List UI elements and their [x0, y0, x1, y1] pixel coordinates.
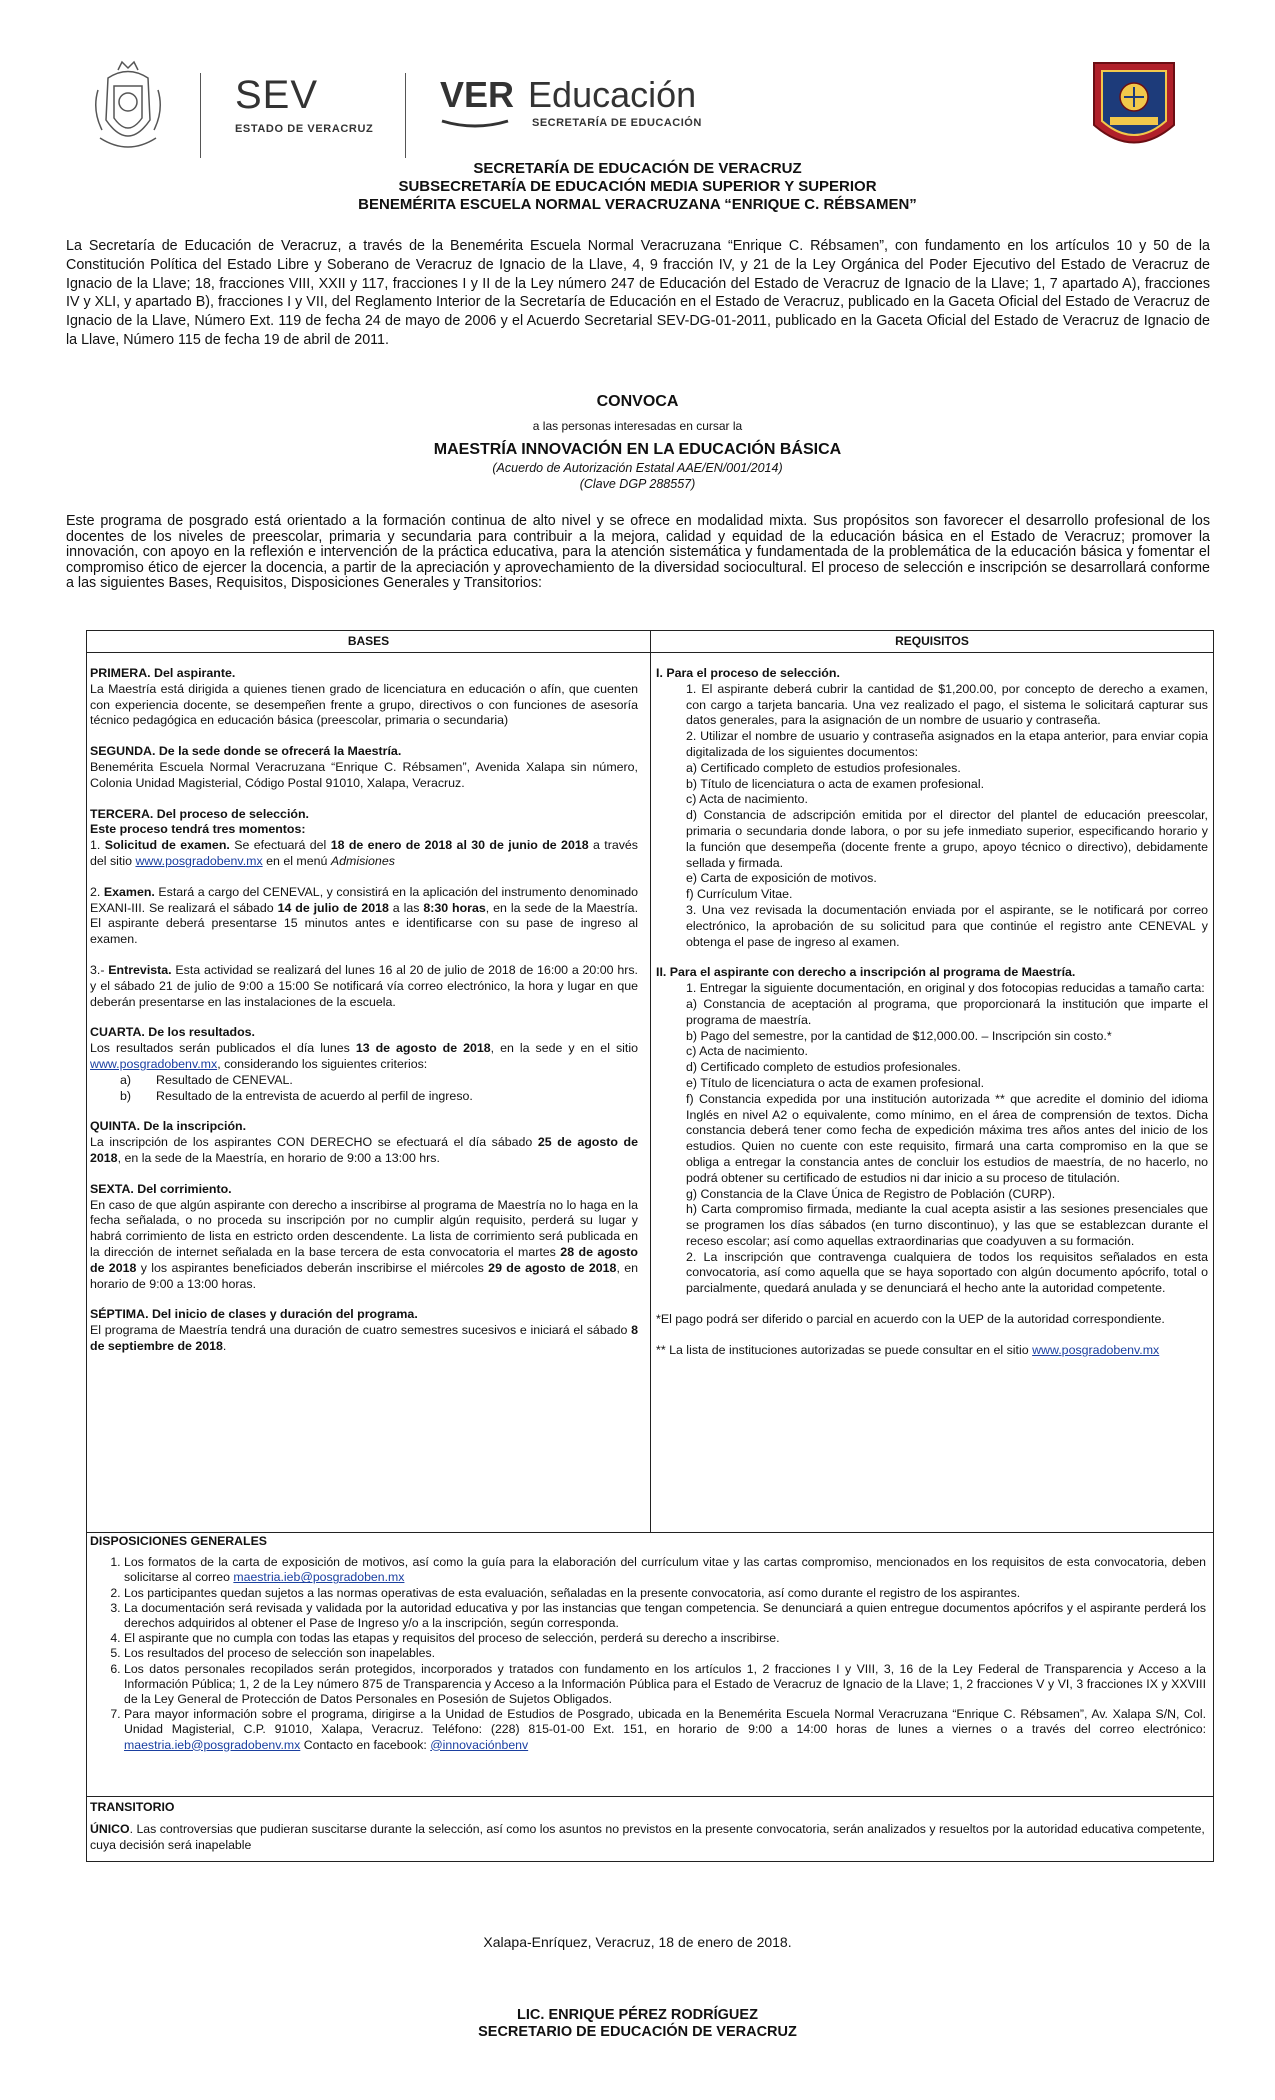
clave-text: (Clave DGP 288557): [579, 477, 696, 491]
document-item: d) Certificado completo de estudios profesionales.: [686, 1060, 961, 1075]
intro-paragraph: La Secretaría de Educación de Veracruz, a través de la Benemérita Escuela Normal Veracruzana “Enrique C. Rébsamen”, con fundamento en los artículos 10 y 50 de la Constitución Política del Estado Libre y Soberano de Veracruz de Ignacio de la Llave, 4, 9 fracción IV, y 21 de la Ley Orgánica del Poder Ejecutivo del Estado de Veracruz de Ignacio de la Llave; 18, fracciones VIII, XXII y 117, fracciones I y II de la Ley número 247 de Educación del Estado de Veracruz de Ignacio de la Llave; 1, 7 apartado A), fracciones IV y XLI, y apartado B), fracciones I y VII, del Reglamento Interior de la Secretaría de Educación en el Estado de Veracruz, publicado en la Gaceta Oficial del Estado de Veracruz de Ignacio de la Llave, Número Ext. 119 de fecha 24 de mayo de 2006 y el Acuerdo Secretarial SEV-DG-01-2011, publicado en la Gaceta Oficial del Estado de Veracruz de Ignacio de la Llave, Número 115 de fecha 19 de abril de 2011.: [66, 238, 1210, 348]
document-item: h) Carta compromiso firmada, mediante la cual acepta asistir a las sesiones presenciales que se programen los días sábados (en turno discontinuo), y las que se establezcan durante el receso escolar; así como aquellas extraordinarias que coadyuven a su formación.: [686, 1202, 1208, 1248]
septima-heading: SÉPTIMA. Del inicio de clases y duración del programa.: [90, 1307, 418, 1322]
tercera-heading: TERCERA. Del proceso de selección.: [90, 806, 309, 821]
program-title: MAESTRÍA INNOVACIÓN EN LA EDUCACIÓN BÁSICA: [433, 441, 842, 458]
quinta-heading: QUINTA. De la inscripción.: [90, 1119, 247, 1134]
document-item: a) Constancia de aceptación al programa, que proporcionará la institución que imparte el programa de maestría.: [686, 996, 1208, 1027]
facebook-link[interactable]: @innovaciónbenv: [430, 1737, 529, 1752]
disposiciones-section: [90, 1534, 1206, 1753]
ver-logo-bold: VER: [440, 74, 515, 115]
document-item: c) Acta de nacimiento.: [686, 792, 808, 807]
transitorio-section: [90, 1799, 1206, 1853]
requisito-item: 1. El aspirante deberá cubrir la cantidad de $1,200.00, por concepto de derecho a examen, con cargo a tarjeta bancaria. Una vez realizado el pago, el sistema le solicitará capturar sus datos generales, para la asignación de un nombre de usuario y contraseña.: [686, 681, 1208, 728]
requisito-item: 2. La inscripción que contravenga cualquiera de todos los requisitos señalados en esta convocatoria, así como aquella que se haya soportado con algún documento apócrifo, total o parcialmente, quedará anulada y se denunciará el hecho ante la autoridad competente.: [686, 1249, 1208, 1296]
logo-separator: [405, 73, 406, 158]
signer-name: LIC. ENRIQUE PÉREZ RODRÍGUEZ: [517, 2007, 758, 2023]
segunda-text: Benemérita Escuela Normal Veracruzana “Enrique C. Rébsamen”, Avenida Xalapa sin número, Colonia Unidad Magisterial, Código Postal 91010, Xalapa, Veracruz.: [90, 759, 638, 790]
sev-logo-subtext: ESTADO DE VERACRUZ: [235, 123, 374, 135]
signature-block: [0, 2007, 1275, 2041]
signer-title: SECRETARIO DE EDUCACIÓN DE VERACRUZ: [478, 2024, 797, 2040]
swoosh-icon: [440, 117, 510, 129]
disposicion-item: 5. Los resultados del proceso de selección son inapelables.: [124, 1646, 1206, 1661]
criterio-a: a) Resultado de CENEVAL.: [120, 1072, 293, 1087]
document-item: f) Constancia expedida por una institución autorizada ** que acredite el dominio del idioma Inglés en nivel A2 o equivalente, como mínimo, en el área de comprensión de textos. Dicha constancia deberá tener como fecha de expedición máxima tres años antes del inicio de los estudios. Quien no cuente con este requisito, firmará una carta compromiso en la que se obliga a entregar la constancia antes de concluir los estudios de maestría, de no hacerlo, no podrá obtener su certificado de estudios ni dar inicio a su proceso de titulación.: [686, 1091, 1208, 1185]
document-item: c) Acta de nacimiento.: [686, 1044, 808, 1059]
document-item: b) Título de licenciatura o acta de examen profesional.: [686, 776, 985, 791]
ver-logo-subtext: SECRETARÍA DE EDUCACIÓN: [532, 117, 702, 129]
inscripcion-heading: II. Para el aspirante con derecho a inscripción al programa de Maestría.: [656, 965, 1076, 980]
primera-text: La Maestría está dirigida a quienes tienen grado de licenciatura en educación o afín, que cuenten con experiencia docente, se desempeñen frente a grupo, directivos o con funciones de asesoría técnico pedagógica en educación básica (preescolar, primaria o secundaria): [90, 681, 638, 728]
disposicion-item: 7. Para mayor información sobre el programa, dirigirse a la Unidad de Estudios de Posgrado, ubicada en la Benemérita Escuela Normal Veracruzana “Enrique C. Rébsamen”, Av. Xalapa S/N, Col. Unidad Magisterial, C.P. 91010, Xalapa, Veracruz. Teléfono: (228) 815-01-00 Ext. 151, en horario de 9:00 a 14:00 horas de lunes a viernes o a través del correo electrónico: maestria.ieb@posgradobenv.mx Contacto en facebook: @innovaciónbenv: [124, 1707, 1206, 1753]
ver-logo-word: Educación: [528, 74, 697, 115]
logo-separator: [200, 73, 201, 158]
acuerdo-text: (Acuerdo de Autorización Estatal AAE/EN/001/2014): [492, 461, 783, 475]
transitorio-text: ÚNICO. Las controversias que pudieran suscitarse durante la selección, así como los asuntos no previstos en la presente convocatoria, serán analizados y resueltos por la autoridad educativa competente, cuya decisión será inapelable: [90, 1822, 1205, 1852]
convoca-title: CONVOCA: [596, 393, 679, 410]
header-line-2: SUBSECRETARÍA DE EDUCACIÓN MEDIA SUPERIOR Y SUPERIOR: [398, 178, 877, 195]
sev-logo-text: SEV: [235, 73, 319, 117]
program-paragraph: Este programa de posgrado está orientado a la formación continua de alto nivel y se ofrece en modalidad mixta. Sus propósitos son favorecer el desarrollo profesional de los docentes de los niveles de preescolar, primaria y secundaria para contribuir a la mejora, calidad y equidad de la educación básica en el Estado de Veracruz; promover la innovación, con apoyo en la reflexión e intervención de la práctica educativa, para la atención sistemática y fundamentada de la problemática de la educación básica y fomentar el compromiso ético de ejercer la docencia, a partir de la apreciación y aprovechamiento de la diversidad sociocultural. El proceso de selección e inscripción se desarrollará conforme a las siguientes Bases, Requisitos, Disposiciones Generales y Transitorios:: [66, 513, 1210, 592]
document-item: g) Constancia de la Clave Única de Registro de Población (CURP).: [686, 1186, 1056, 1201]
requisito-item: 3. Una vez revisada la documentación enviada por el aspirante, se le notificará por correo electrónico, la aprobación de su solicitud para que continúe el registro ante CENEVAL y obtenga el pase de ingreso al examen.: [686, 902, 1208, 949]
requisito-item: 1. Entregar la siguiente documentación, en original y dos fotocopias reducidas a tamaño carta:: [686, 981, 1205, 996]
septima-text: El programa de Maestría tendrá una duración de cuatro semestres sucesivos e iniciará el sábado 8 de septiembre de 2018.: [90, 1323, 638, 1353]
disposicion-item: 3. La documentación será revisada y validada por la autoridad educativa y por las instancias que tengan competencia. Se denunciará a quien entregue documentos apócrifos y el aspirante perderá los derechos adquiridos al obtener el Pase de Ingreso y/o a la inscripción, según corresponda.: [124, 1601, 1206, 1631]
disposicion-item: 6. Los datos personales recopilados serán protegidos, incorporados y tratados con fundamento en los artículos 1, 2 fracciones I y VIII, 3, 16 de la Ley Federal de Transparencia y Acceso a la Información Pública; 1, 2 de la Ley número 875 de Transparencia y Acceso a la Información Pública para el Estado de Veracruz de Ignacio de la Llave; 1, 2 fracciones V y VI, 3 fracciones IX y XXVIII de la Ley General de Protección de Datos Personales en Posesión de Sujetos Obligados.: [124, 1662, 1206, 1708]
note-pago: *El pago podrá ser diferido o parcial en acuerdo con la UEP de la autoridad correspondiente.: [656, 1312, 1165, 1327]
email-link[interactable]: maestria.ieb@posgradobenv.mx: [124, 1737, 301, 1752]
document-item: f) Currículum Vitae.: [686, 887, 793, 902]
escudo-veracruz-icon: [88, 60, 168, 160]
document-item: a) Certificado completo de estudios profesionales.: [686, 760, 961, 775]
sexta-heading: SEXTA. Del corrimiento.: [90, 1181, 232, 1196]
document-item: d) Constancia de adscripción emitida por el director del plantel de educación preescolar, primaria o secundaria donde labora, o por su jefe inmediato superior, especificando horario y la función que desempeña (docente frente a grupo, apoyo técnico o directivo), debidamente sellada y firmada.: [686, 808, 1208, 870]
disposicion-item: 1. Los formatos de la carta de exposición de motivos, así como la guía para la elaboración del currículum vitae y las cartas compromiso, mencionados en los requisitos de esta convocatoria, deben solicitarse al correo maestria.ieb@posgradoben.mx: [124, 1555, 1206, 1585]
sev-logo: [235, 73, 373, 135]
ver-educacion-logo: [440, 75, 702, 129]
posgrado-link[interactable]: www.posgradobenv.mx: [1032, 1342, 1160, 1357]
document-list: [656, 761, 1208, 903]
bases-heading: BASES: [347, 634, 390, 648]
disposiciones-list: [90, 1555, 1206, 1753]
cuarta-heading: CUARTA. De los resultados.: [90, 1025, 256, 1040]
divider: [87, 1532, 1213, 1533]
tercera-item-1: 1. Solicitud de examen. Se efectuará del 18 de enero de 2018 al 30 de junio de 2018 a través del sitio www.posgradobenv.mx en el menú Admisiones: [90, 838, 639, 868]
disposiciones-heading: DISPOSICIONES GENERALES: [90, 1534, 267, 1548]
requisito-item: 2. Utilizar el nombre de usuario y contraseña asignados en la etapa anterior, para enviar copia digitalizada de los siguientes documentos:: [686, 729, 1208, 759]
posgrado-link[interactable]: www.posgradobenv.mx: [135, 853, 263, 868]
transitorio-heading: TRANSITORIO: [90, 1800, 175, 1814]
primera-heading: PRIMERA. Del aspirante.: [90, 666, 236, 680]
seleccion-heading: I. Para el proceso de selección.: [656, 666, 840, 680]
sexta-text: En caso de que algún aspirante con derecho a inscribirse al programa de Maestría no lo haga en la fecha señalada, o no proceda su inscripción por no cumplir algún requisito, perderá su lugar y habrá corrimiento de lista en estricto orden descendente. La lista de corrimiento será publicada en la dirección de internet señalada en la base tercera de esta convocatoria el martes 28 de agosto de 2018 y los aspirantes beneficiados deberán inscribirse el miércoles 29 de agosto de 2018, en horario de 9:00 a 13:00 horas.: [90, 1197, 639, 1291]
divider: [87, 1796, 1213, 1797]
segunda-heading: SEGUNDA. De la sede donde se ofrecerá la Maestría.: [90, 744, 402, 759]
logo-bar: [0, 55, 1275, 165]
quinta-text: La inscripción de los aspirantes CON DERECHO se efectuará el día sábado 25 de agosto de 2018, en la sede de la Maestría, en horario de 9:00 a 13:00 hrs.: [90, 1135, 638, 1165]
disposicion-item: 4. El aspirante que no cumpla con todas las etapas y requisitos del proceso de selección, perderá su derecho a inscribirse.: [124, 1631, 1206, 1646]
document-item: e) Título de licenciatura o acta de examen profesional.: [686, 1075, 985, 1090]
requisitos-heading: REQUISITOS: [895, 634, 969, 648]
disposicion-item: 2. Los participantes quedan sujetos a las normas operativas de esta evaluación, señaladas en la presente convocatoria, así como durante el registro de los aspirantes.: [124, 1586, 1206, 1601]
convoca-subtitle: a las personas interesadas en cursar la: [532, 419, 743, 433]
tercera-item-3: 3.- Entrevista. Esta actividad se realizará del lunes 16 al 20 de julio de 2018 de 16:00 a 20:00 hrs. y el sábado 21 de julio de 9:00 a 15:00 Se notificará vía correo electrónico, la hora y lugar en que deberán presentarse en las instalaciones de la escuela.: [90, 962, 638, 1009]
header-line-1: SECRETARÍA DE EDUCACIÓN DE VERACRUZ: [473, 160, 802, 177]
document-item: b) Pago del semestre, por la cantidad de $12,000.00. – Inscripción sin costo.*: [686, 1028, 1112, 1043]
document-header: [0, 160, 1275, 214]
tercera-item-2: 2. Examen. Estará a cargo del CENEVAL, y consistirá en la aplicación del instrumento denominado EXANI-III. Se realizará el sábado 14 de julio de 2018 a las 8:30 horas, en la sede de la Maestría. El aspirante deberá presentarse 15 minutos antes e identificarse con su pase de ingreso al examen.: [90, 884, 639, 947]
header-line-3: BENEMÉRITA ESCUELA NORMAL VERACRUZANA “ENRIQUE C. RÉBSAMEN”: [358, 196, 917, 213]
document-list: [656, 997, 1208, 1250]
posgrado-link[interactable]: www.posgradobenv.mx: [90, 1056, 218, 1071]
place-date: Xalapa-Enríquez, Veracruz, 18 de enero de 2018.: [483, 1934, 792, 1950]
tercera-subheading: Este proceso tendrá tres momentos:: [90, 822, 306, 837]
cuarta-text: Los resultados serán publicados el día lunes 13 de agosto de 2018, en la sede y en el sitio www.posgradobenv.mx, considerando los siguientes criterios:: [90, 1041, 638, 1071]
criterio-b: b) Resultado de la entrevista de acuerdo al perfil de ingreso.: [120, 1088, 473, 1103]
divider: [650, 631, 651, 1532]
note-instituciones: ** La lista de instituciones autorizadas se puede consultar en el sitio www.posgradobenv.mx: [656, 1342, 1160, 1357]
email-link[interactable]: maestria.ieb@posgradoben.mx: [233, 1570, 405, 1585]
benemerita-crest-icon: [1086, 55, 1182, 160]
requisitos-column: [656, 666, 1208, 1359]
document-item: e) Carta de exposición de motivos.: [686, 871, 877, 886]
bases-column: [90, 666, 638, 1370]
convoca-block: [0, 392, 1275, 492]
